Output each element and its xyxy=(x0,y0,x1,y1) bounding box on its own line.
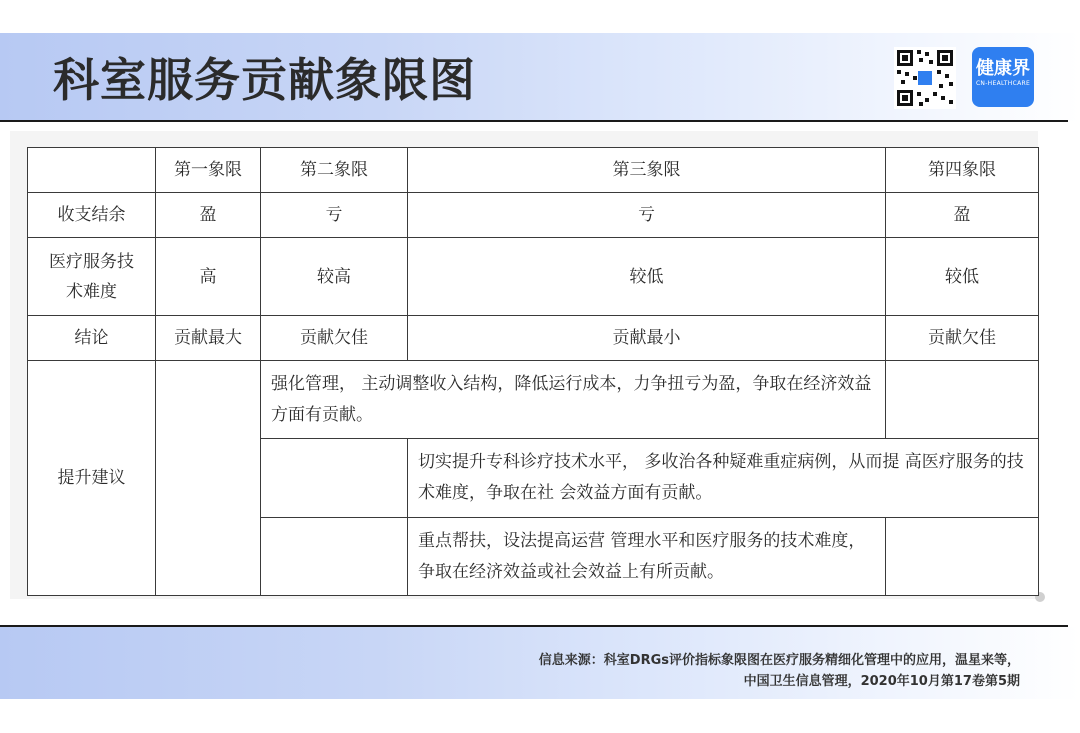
table-row-conclusion xyxy=(28,316,1039,361)
brand-logo xyxy=(972,47,1034,107)
cell-suggestion-2-q2-empty xyxy=(261,439,408,518)
col-header-q4: 第四象限 xyxy=(886,148,1039,193)
cell-balance-q4: 盈 xyxy=(886,193,1039,238)
table-header-row xyxy=(28,148,1039,193)
source-line-1: 信息来源：科室DRGs评价指标象限图在医疗服务精细化管理中的应用，温星来等， xyxy=(538,653,1020,668)
cell-conclusion-q1: 贡献最大 xyxy=(156,316,261,361)
cell-balance-q1: 盈 xyxy=(156,193,261,238)
row-label-suggestions: 提升建议 xyxy=(28,361,156,596)
cell-suggestion-2: 切实提升专科诊疗技术水平， 多收治各种疑难重症病例，从而提 高医疗服务的技术难度，争取在社 会效益方面有贡献。 xyxy=(408,439,1039,518)
row-label-conclusion: 结论 xyxy=(28,316,156,361)
cell-balance-q2: 亏 xyxy=(261,193,408,238)
cell-balance-q3: 亏 xyxy=(408,193,886,238)
cell-difficulty-q2: 较高 xyxy=(261,238,408,316)
table-row-difficulty xyxy=(28,238,1039,316)
table-row-suggestion-1 xyxy=(28,361,1039,439)
cell-suggestion-3-q2-empty xyxy=(261,518,408,596)
cell-suggestion-3: 重点帮扶，设法提高运营 管理水平和医疗服务的技术难度，争取在经济效益或社会效益上有所贡献。 xyxy=(408,518,886,596)
cell-difficulty-q3: 较低 xyxy=(408,238,886,316)
col-header-q2: 第二象限 xyxy=(261,148,408,193)
cell-difficulty-q4: 较低 xyxy=(886,238,1039,316)
qr-code-icon xyxy=(894,47,956,109)
cell-difficulty-q1: 高 xyxy=(156,238,261,316)
cell-conclusion-q2: 贡献欠佳 xyxy=(261,316,408,361)
col-header-q1: 第一象限 xyxy=(156,148,261,193)
row-label-difficulty xyxy=(28,238,156,316)
cell-suggestion-1-q4-empty xyxy=(886,361,1039,439)
col-header-q3: 第三象限 xyxy=(408,148,886,193)
brand-logo-text: 健康界 xyxy=(976,58,1030,79)
page-title: 科室服务贡献象限图 xyxy=(53,53,476,107)
brand-logo-subtext: CN-HEALTHCARE xyxy=(975,80,1031,87)
quadrant-table xyxy=(27,147,1039,596)
cell-suggestion-1: 强化管理， 主动调整收入结构，降低运行成本，力争扭亏为盈，争取在经济效益方面有贡献。 xyxy=(261,361,886,439)
cell-suggestion-3-q4-empty xyxy=(886,518,1039,596)
row-label-balance: 收支结余 xyxy=(28,193,156,238)
header-corner-cell xyxy=(28,148,156,193)
source-line-2: 中国卫生信息管理，2020年10月第17卷第5期 xyxy=(743,674,1020,689)
cell-conclusion-q3: 贡献最小 xyxy=(408,316,886,361)
header-divider xyxy=(0,120,1068,122)
source-citation xyxy=(539,650,1020,692)
table-row-balance xyxy=(28,193,1039,238)
cell-conclusion-q4: 贡献欠佳 xyxy=(886,316,1039,361)
row-label-difficulty-text: 医疗服务技术难度 xyxy=(49,251,134,302)
cell-suggestion-q1-empty xyxy=(156,361,261,596)
